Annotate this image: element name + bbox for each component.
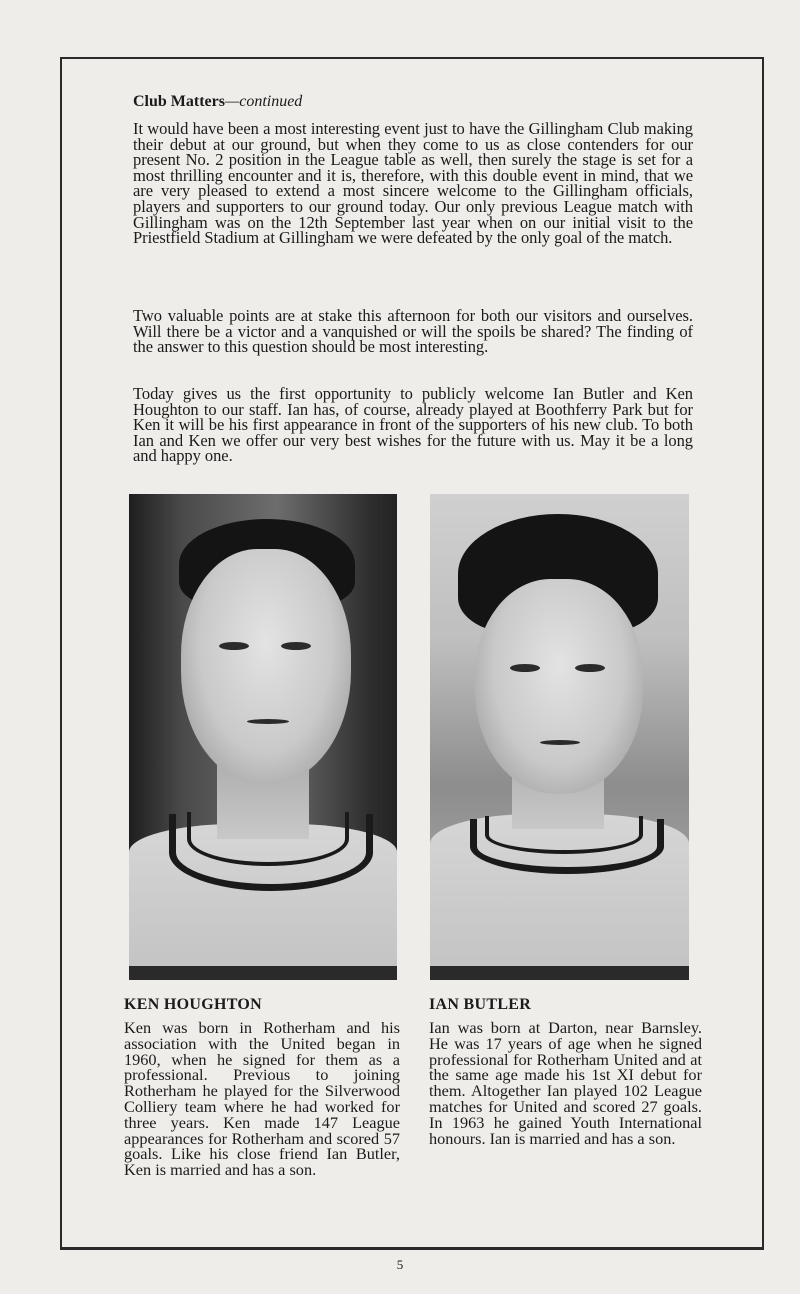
heading-continued: —continued xyxy=(224,93,303,110)
player-name-butler: IAN BUTLER xyxy=(429,996,532,1013)
paragraph-welcome: It would have been a most interesting event just to have the Gillingham Club making their debut at our ground, but when they come to us as close contenders for our present No. 2 position in the League table as well, then surely the stage is set for a most thrilling encounter and it is, therefore, with this double event in mind, that we are very pleased to extend a most sincere welcome to the Gillingham officials, players and supporters to our ground today. Our only previous League match with Gillingham was on the 12th September last year when on our initial visit to the Priestfield Stadium at Gillingham we were defeated by the only goal of the match. xyxy=(133,119,693,248)
heading-title: Club Matters xyxy=(133,93,225,110)
player-bio-houghton: Ken was born in Rotherham and his association with the United began in 1960, when he signed for them as a professional. Previous to joining Rotherham he played for the Silverwood Colliery team where he had worked for three years. Ken made 147 League appearances for Rotherham and scored 57 goals. Like his close friend Ian Butler, Ken is married and has a son. xyxy=(124,1018,400,1180)
paragraph-new-staff: Today gives us the first opportunity to publicly welcome Ian Butler and Ken Houghton to our staff. Ian has, of course, already played at Boothferry Park but for Ken it will be his first appearance in front of the supporters of his new club. To both Ian and Ken we offer our very best wishes for the future with us. May it be a long and happy one. xyxy=(133,384,693,466)
player-bio-butler: Ian was born at Darton, near Barnsley. He was 17 years of age when he signed professional for Rotherham United and at the same age made his 1st XI debut for them. Altogether Ian played 102 League matches for United and scored 27 goals. In 1963 he gained Youth International honours. Ian is married and has a son. xyxy=(429,1018,702,1148)
player-photo-butler xyxy=(430,494,689,980)
section-heading xyxy=(133,93,302,111)
player-photo-houghton xyxy=(129,494,397,980)
page-number: 5 xyxy=(396,1257,404,1272)
player-name-houghton: KEN HOUGHTON xyxy=(124,996,262,1013)
paragraph-points: Two valuable points are at stake this afternoon for both our visitors and ourselves. Will there be a victor and a vanquished or will the spoils be shared? The finding of the answer to this question should be most interesting. xyxy=(133,306,693,357)
